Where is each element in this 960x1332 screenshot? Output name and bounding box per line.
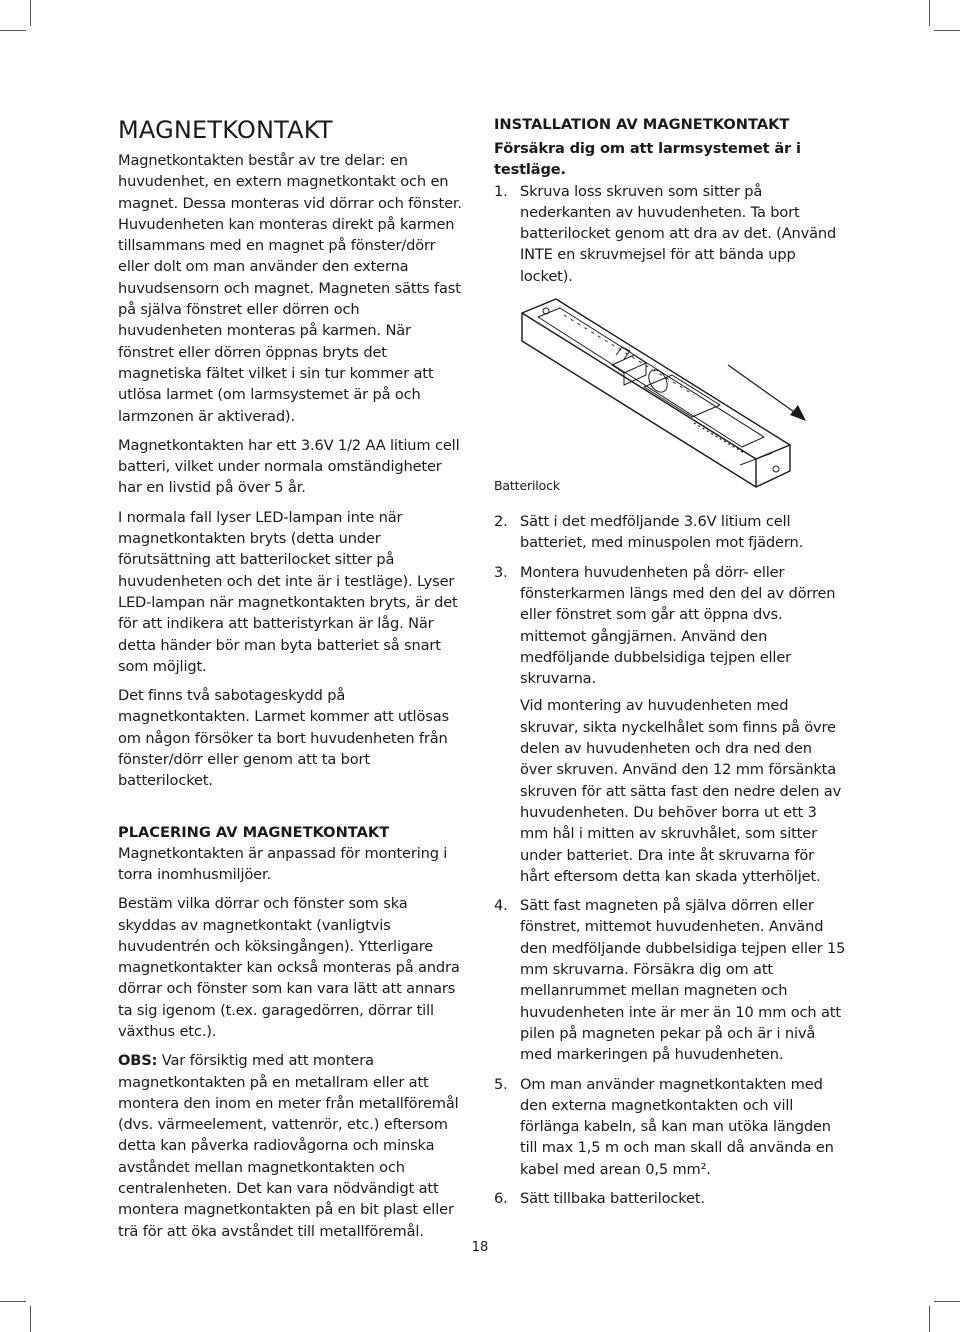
left-column xyxy=(118,112,466,1250)
crop-mark xyxy=(934,30,960,31)
obs-paragraph xyxy=(118,1050,466,1242)
crop-mark xyxy=(30,1306,31,1332)
device-illustration xyxy=(494,295,846,507)
install-heading: INSTALLATION AV MAGNETKONTAKT xyxy=(494,116,790,133)
list-item xyxy=(494,1074,846,1180)
list-item xyxy=(494,511,846,554)
intro-paragraph: Magnetkontakten består av tre delar: en huvudenhet, en extern magnetkontakt och en magnet. Dessa monteras vid dörrar och fönster. Huvudenheten kan monteras direkt på karmen tillsammans med en magnet på fönster/dörr eller dolt om man använder den externa huvudsensorn och magnet. Magneten sätts fast på själva fönstret eller dörren och huvudenheten monteras på karmen. När fönstret eller dörren öppnas bryts det magnetiska fältet vilket i sin tur kommer att utlösa larmet (om larmsystemet är på och larmzonen är aktiverad). xyxy=(118,152,462,425)
step3-sub-paragraph: Vid montering av huvudenheten med skruvar, sikta nyckelhålet som finns på övre delen av huvudenheten och dra ned den över skruven. Använd den 12 mm försänkta skruven för att sätta fast den nedre delen av huvudenheten. Du behöver borra ut ett 3 mm hål i mitten av skruvhålet, som sitter under batteriet. Dra inte åt skruvarna för hårt eftersom detta kan skada ytterhöljet. xyxy=(520,697,842,885)
step-number: 3. xyxy=(494,563,508,581)
step-text: Sätt tillbaka batterilocket. xyxy=(520,1189,705,1207)
list-item xyxy=(494,1188,846,1209)
step-number: 1. xyxy=(494,182,508,200)
placement-heading: PLACERING AV MAGNETKONTAKT xyxy=(118,823,390,841)
list-item xyxy=(494,181,846,287)
crop-mark xyxy=(30,0,31,26)
crop-mark xyxy=(929,1306,930,1332)
crop-mark xyxy=(934,1301,960,1302)
obs-label: OBS: xyxy=(118,1052,158,1070)
battery-cover-label: Batterilock xyxy=(494,478,560,494)
crop-mark xyxy=(0,1301,26,1302)
crop-mark xyxy=(929,0,930,26)
step-number: 6. xyxy=(494,1189,508,1207)
placement-paragraph: Bestäm vilka dörrar och fönster som ska skyddas av magnetkontakt (vanligtvis huvudentrén och köksingången). Ytterligare magnetkontakter kan också monteras på andra dörrar och fönster som kan vara lätt att annars ta sig igenom (t.ex. garagedörren, dörrar till växthus etc.). xyxy=(118,895,460,1040)
step-text: Sätt i det medföljande 3.6V litium cell batteriet, med minuspolen mot fjädern. xyxy=(520,513,804,552)
obs-text: Var försiktig med att montera magnetkontakten på en metallram eller att montera den inom en meter från metallföremål (dvs. värmeelement, vattenrör, etc.) eftersom detta kan påverka radiovågorna och minska avståndet mellan magnetkontakten och centralenheten. Det kan vara nödvändigt att montera magnetkontakten på en bit plast eller trä för att öka avståndet till metallföremål. xyxy=(118,1052,459,1240)
crop-mark xyxy=(0,30,26,31)
install-steps xyxy=(494,181,846,287)
install-intro: Försäkra dig om att larmsystemet är i testläge. xyxy=(494,140,801,179)
list-item xyxy=(494,895,846,1065)
step-text: Montera huvudenheten på dörr- eller fönsterkarmen längs med den del av dörren eller fönstret som går att öppna dvs. mittemot gångjärnen. Använd den medföljande dubbelsidiga tejpen eller skruvarna. xyxy=(520,563,836,688)
right-column xyxy=(494,112,846,1217)
led-paragraph: I normala fall lyser LED-lampan inte när magnetkontakten bryts (detta under förutsättning att batterilocket sitter på huvudenheten och det inte är i testläge). Lyser LED-lampan när magnetkontakten bryts, är det för att indikera att batteristyrkan är låg. När detta händer bör man byta batteriet så snart som möjligt. xyxy=(118,508,458,675)
placement-paragraph: Magnetkontakten är anpassad för montering i torra inomhusmiljöer. xyxy=(118,844,448,883)
list-item xyxy=(494,562,846,690)
page-title: MAGNETKONTAKT xyxy=(118,116,333,144)
install-steps-end xyxy=(494,895,846,1209)
step-number: 5. xyxy=(494,1075,508,1093)
battery-paragraph: Magnetkontakten har ett 3.6V 1/2 AA litium cell batteri, vilket under normala omständigheter har en livstid på över 5 år. xyxy=(118,436,460,497)
tamper-paragraph: Det finns två sabotageskydd på magnetkontakten. Larmet kommer att utlösas om någon försöker ta bort huvudenheten från fönster/dörr eller genom att ta bort batterilocket. xyxy=(118,687,449,790)
step-text: Sätt fast magneten på själva dörren eller fönstret, mittemot huvudenheten. Använd den medföljande dubbelsidiga tejpen eller 15 mm skruvarna. Försäkra dig om att mellanrummet mellan magneten och huvudenheten inte är mer än 10 mm och att pilen på magneten pekar på och är i nivå med markeringen på huvudenheten. xyxy=(520,897,846,1064)
step-text: Om man använder magnetkontakten med den externa magnetkontakten och vill förlänga kabeln, så kan man utöka längden till max 1,5 m och man skall då använda en kabel med arean 0,5 mm². xyxy=(520,1075,834,1178)
step-number: 2. xyxy=(494,513,508,531)
install-steps-continued xyxy=(494,511,846,689)
step-number: 4. xyxy=(494,897,508,915)
page-number: 18 xyxy=(471,1240,489,1255)
step-text: Skruva loss skruven som sitter på nederkanten av huvudenheten. Ta bort batterilocket genom att dra av det. (Använd INTE en skruvmejsel för att bända upp locket). xyxy=(520,182,837,285)
